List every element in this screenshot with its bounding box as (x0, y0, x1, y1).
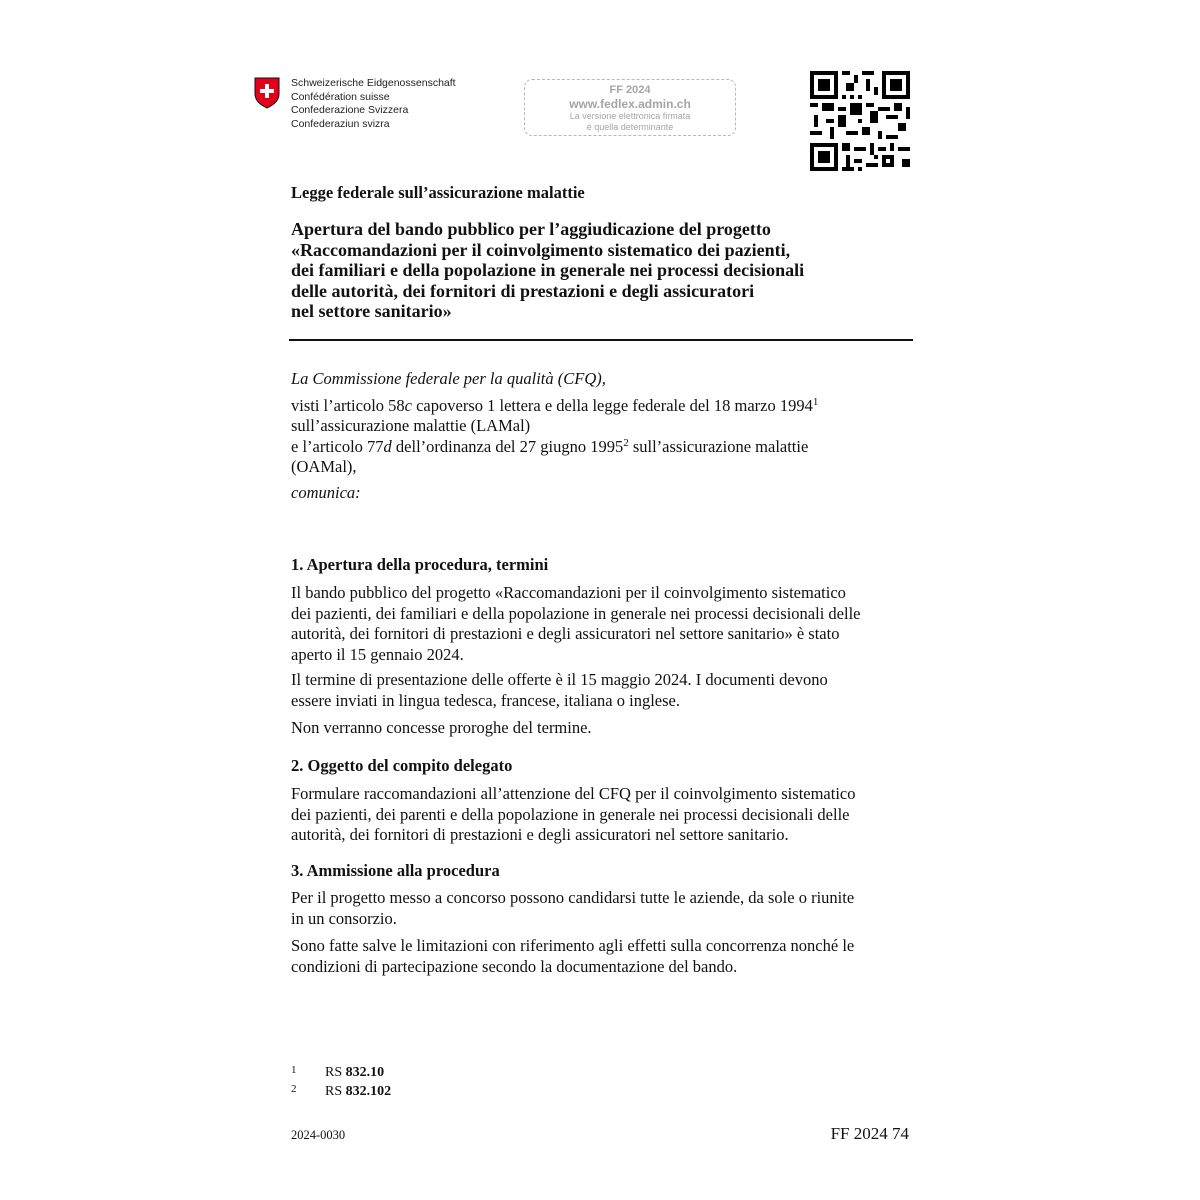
paragraph: Sono fatte salve le limitazioni con riferimento agli effetti sulla concorrenza nonché le condizioni di partecipazione secondo la documentazione del bando. (291, 936, 855, 976)
paragraph: Formulare raccomandazioni all’attenzione del CFQ per il coinvolgimento sistematico dei pazienti, dei parenti e della popolazione in generale nei processi decisionali delle autorità, dei fornitori di prestazioni e degli assicuratori nel settore sanitario. (291, 784, 856, 844)
section-heading-1: 1. Apertura della procedura, termini (291, 555, 549, 574)
stamp-line: FF 2024 (609, 84, 651, 96)
title-line: «Raccomandazioni per il coinvolgimento sistematico dei pazienti, (291, 239, 791, 260)
footnote: 1 RS 832.10 (291, 1064, 385, 1080)
section-heading-3: 3. Ammissione alla procedura (291, 861, 500, 880)
stamp-line: è quella determinante (586, 122, 674, 132)
title-line: dei familiari e della popolazione in generale nei processi decisionali (291, 260, 805, 280)
stamp-url: www.fedlex.admin.ch (569, 97, 691, 111)
footnotes (291, 1062, 391, 1100)
footnote-ref[interactable]: 1 (812, 395, 819, 408)
comunica-label: comunica: (291, 482, 361, 502)
title-line: nel settore sanitario» (291, 301, 452, 321)
preamble-line: sull’assicurazione malattie (LAMal) (291, 416, 531, 435)
law-title: Legge federale sull’assicurazione malattie (291, 183, 585, 202)
confederation-name-block (291, 77, 456, 131)
page-reference: FF 2024 74 (830, 1124, 909, 1143)
paragraph: Il bando pubblico del progetto «Raccomandazioni per il coinvolgimento sistematico dei pazienti, dei familiari e della popolazione in generale nei processi decisionali delle autorità, dei fornitori di prestazioni e degli assicuratori nel settore sanitario» è stato aperto il 15 gennaio 2024. (291, 583, 861, 664)
title-line: delle autorità, dei fornitori di prestazioni e degli assicuratori (291, 280, 755, 301)
section-heading-2: 2. Oggetto del compito delegato (291, 756, 513, 775)
preamble-line: (OAMal), (291, 457, 357, 476)
preamble-line: e l’articolo 77d dell’ordinanza del 27 giugno 1995$^2$ sull’assicurazione malattie (291, 436, 809, 456)
confederation-line: Confederazione Svizzera (291, 104, 409, 116)
confederation-line: Schweizerische Eidgenossenschaft (291, 77, 456, 89)
footnote: 2 RS 832.102 (291, 1083, 392, 1099)
title-divider (289, 339, 913, 341)
footnote-ref[interactable]: 2 (623, 436, 629, 449)
stamp-line: La versione elettronica firmata (569, 111, 691, 121)
paragraph: Non verranno concesse proroghe del termine. (291, 718, 592, 737)
document-number: 2024-0030 (291, 1128, 346, 1142)
page-title (291, 219, 804, 322)
title-line: Apertura del bando pubblico per l’aggiudicazione del progetto (291, 219, 771, 239)
swiss-emblem-icon (254, 77, 280, 109)
electronic-signature-stamp (524, 79, 736, 136)
issuer: La Commissione federale per la qualità (CFQ), (291, 369, 606, 388)
confederation-line: Confédération suisse (291, 90, 390, 103)
qr-code-icon (810, 71, 910, 171)
preamble-line: visti l’articolo 58c capoverso 1 lettera e della legge federale del 18 marzo 1994$^1$ (291, 395, 819, 415)
paragraph: Il termine di presentazione delle offerte è il 15 maggio 2024. I documenti devono essere inviati in lingua tedesca, francese, italiana o inglese. (291, 670, 828, 710)
preamble (291, 369, 911, 503)
paragraph: Per il progetto messo a concorso possono candidarsi tutte le aziende, da sole o riunite in un consorzio. (291, 888, 855, 928)
confederation-line: Confederaziun svizra (291, 117, 390, 130)
